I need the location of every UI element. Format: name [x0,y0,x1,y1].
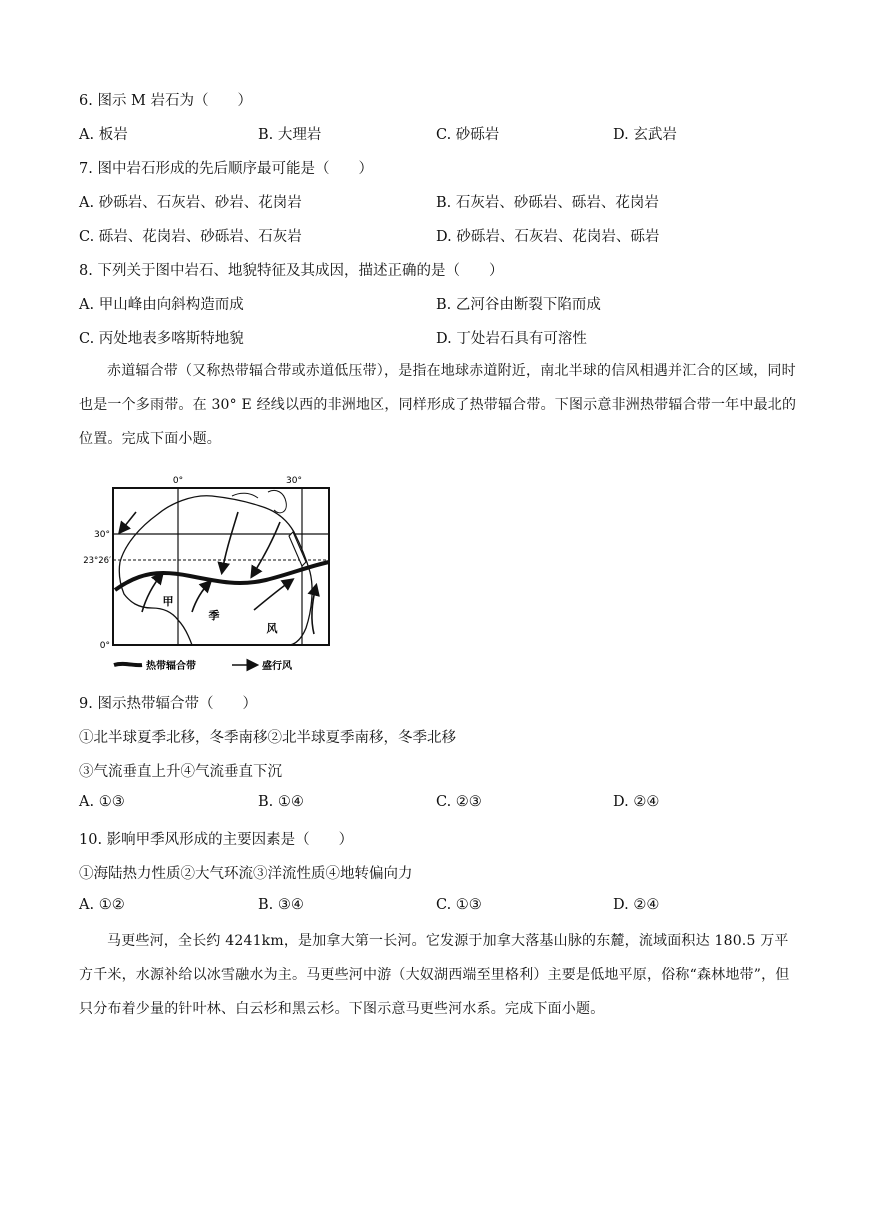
region-label-ji: 季 [208,609,220,622]
question-7-stem: 7. 图中岩石形成的先后顺序最可能是（ ） [79,161,373,177]
q7-option-b: B. 石灰岩、砂砾岩、砾岩、花岗岩 [436,195,659,211]
question-8-stem: 8. 下列关于图中岩石、地貌特征及其成因，描述正确的是（ ） [79,263,504,279]
q10-option-d: D. ②④ [613,897,660,913]
question-6-stem: 6. 图示 M 岩石为（ ） [79,93,253,109]
q7-option-d: D. 砂砾岩、石灰岩、花岗岩、砾岩 [436,229,660,245]
q6-option-a: A. 板岩 [79,127,128,143]
q10-statement-1: ①海陆热力性质②大气环流③洋流性质④地转偏向力 [79,866,413,882]
passage-mackenzie: 马更些河，全长约 4241km，是加拿大第一长河。它发源于加拿大落基山脉的东麓，流域面积达 180.5 万平方千米，水源补给以冰雪融水为主。马更些河中游（大奴湖西端至里格利）主要是低地平原，俗称“森林地带”，但只分布着少量的针叶林、白云杉和黑云杉。下图示意马更些河水系。完成下面小题。 [79,933,790,1017]
q9-statement-1: ①北半球夏季北移，冬季南移②北半球夏季南移，冬季北移 [79,730,456,746]
passage-itcz: 赤道辐合带（又称热带辐合带或赤道低压带），是指在地球赤道附近，南北半球的信风相遇并汇合的区域，同时也是一个多雨带。在 30° E 经线以西的非洲地区，同样形成了热带辐合带。下图示意非洲热带辐合带一年中最北的位置。完成下面小题。 [79,363,797,447]
q6-option-c: C. 砂砾岩 [436,127,500,143]
coastline [120,496,312,645]
q6-option-b: B. 大理岩 [258,127,322,143]
question-10-stem: 10. 影响甲季风形成的主要因素是（ ） [79,832,354,848]
region-label-jia: 甲 [162,595,174,608]
q10-option-b: B. ③④ [258,897,304,913]
q9-statement-2: ③气流垂直上升④气流垂直下沉 [79,764,282,780]
itcz-curve [115,562,329,590]
legend-itcz-label: 热带辐合带 [146,661,196,672]
legend-wind-label: 盛行风 [262,661,292,672]
q6-option-d: D. 玄武岩 [613,127,677,143]
q9-option-a: A. ①③ [79,794,125,810]
lon-label-30: 30° [286,476,302,486]
q8-option-b: B. 乙河谷由断裂下陷而成 [436,297,601,313]
lat-label-30: 30° [94,530,110,540]
q7-option-a: A. 砂砾岩、石灰岩、砂岩、花岗岩 [79,195,302,211]
q9-option-c: C. ②③ [436,794,482,810]
legend-itcz-swatch [114,664,142,665]
wind-arrow-nw [120,512,136,532]
q8-option-c: C. 丙处地表多喀斯特地貌 [79,331,244,347]
lat-label-0: 0° [99,641,110,651]
wind-arrow-sw3 [254,580,292,610]
region-label-feng: 风 [266,622,278,635]
q10-option-a: A. ①② [79,897,125,913]
map-frame [113,488,329,645]
mediterranean-coast [232,493,258,498]
red-sea [289,532,306,566]
wind-arrow-sw2 [192,582,210,612]
q9-option-b: B. ①④ [258,794,304,810]
question-9-stem: 9. 图示热带辐合带（ ） [79,696,257,712]
q7-option-c: C. 砾岩、花岗岩、砂砾岩、石灰岩 [79,229,302,245]
africa-itcz-map [80,462,340,680]
lat-label-tropic: 23°26′ [83,556,111,566]
wind-arrow-sw1 [142,574,162,612]
wind-arrow-ne1 [222,512,238,572]
q9-option-d: D. ②④ [613,794,660,810]
wind-arrow-ne2 [252,522,280,576]
q8-option-d: D. 丁处岩石具有可溶性 [436,331,587,347]
lon-label-0: 0° [172,476,184,486]
q10-option-c: C. ①③ [436,897,482,913]
q8-option-a: A. 甲山峰由向斜构造而成 [79,297,244,313]
